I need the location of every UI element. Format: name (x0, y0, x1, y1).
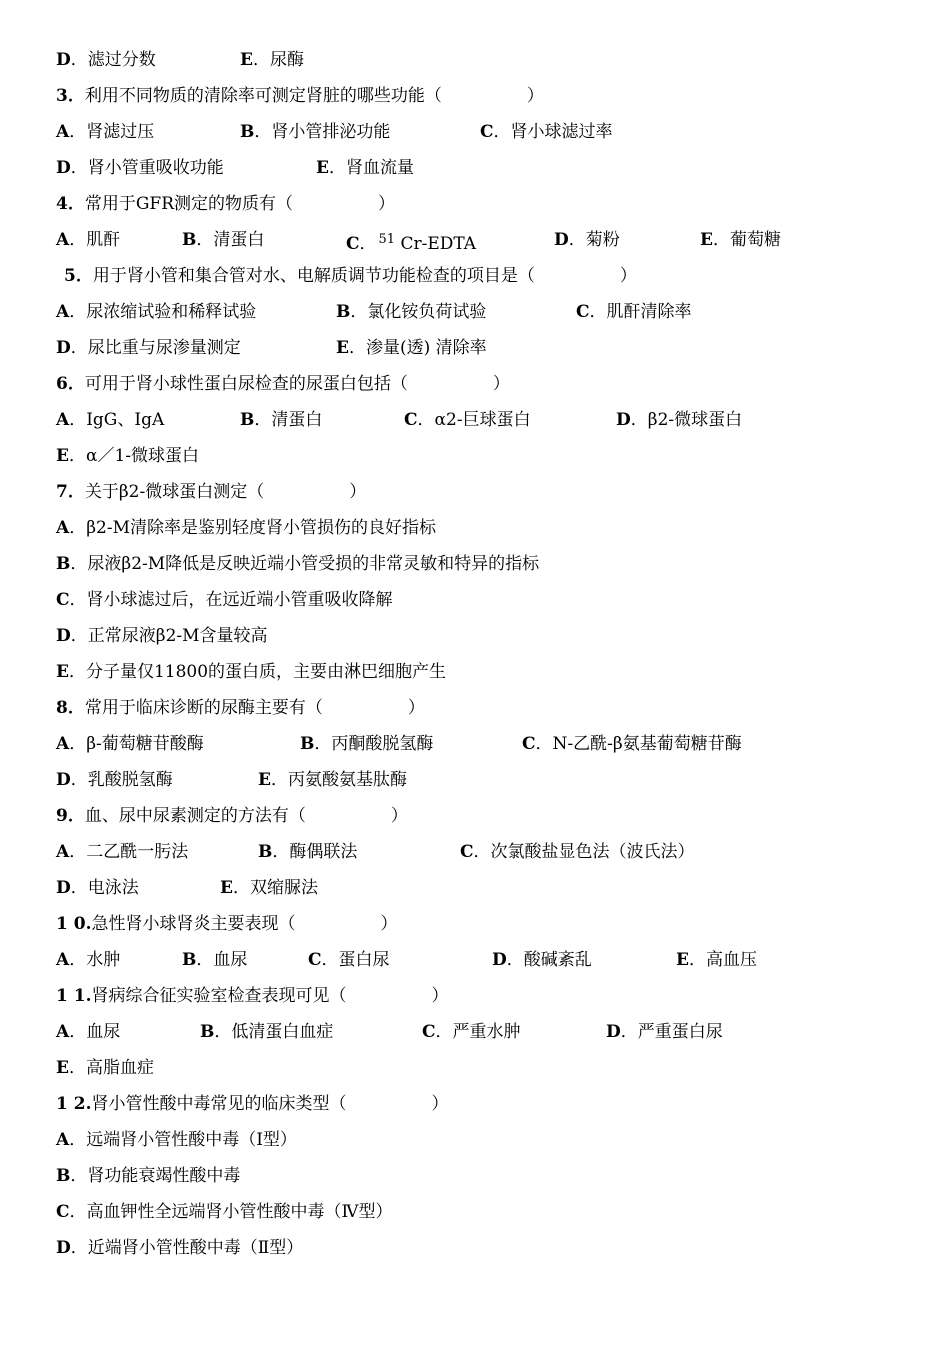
option-text: ．水肿 (69, 950, 121, 970)
options-line (56, 406, 916, 442)
options-line (56, 1234, 916, 1270)
question-text (56, 262, 637, 290)
exam-page (56, 46, 916, 1270)
option-text: ．肾小管排泌功能 (254, 122, 391, 142)
option-letter: E (56, 446, 69, 466)
options-line (56, 874, 916, 910)
question-text (56, 82, 544, 110)
option-text: ．尿比重与尿渗量测定 (70, 338, 241, 358)
option-letter: D (56, 158, 71, 178)
question-text (56, 478, 366, 506)
question-number: 5． (64, 266, 93, 286)
option-text: ．尿浓缩试验和稀释试验 (69, 302, 257, 322)
option-d (56, 1234, 303, 1262)
question-stem: 急性肾小球肾炎主要表现（ ） (91, 914, 398, 934)
question-number: 3． (56, 86, 85, 106)
option-letter: A (56, 842, 70, 862)
option-text: ．肾小管重吸收功能 (70, 158, 224, 178)
option-letter: B (240, 122, 255, 142)
question-stem: 血、尿中尿素测定的方法有（ ） (84, 806, 408, 826)
option-letter: E (676, 950, 689, 970)
option-text: ．高脂血症 (68, 1058, 154, 1078)
option-text: ．尿酶 (252, 50, 304, 70)
options-line (56, 46, 916, 82)
question-number: 4． (56, 194, 85, 214)
option-text: ．远端肾小管性酸中毒（Ⅰ型） (69, 1130, 297, 1150)
options-line (56, 766, 916, 802)
question-line (56, 370, 916, 406)
option-a (56, 1126, 297, 1154)
option-text: ．乳酸脱氢酶 (70, 770, 173, 790)
options-line (56, 550, 916, 586)
option-text: ．严重水肿 (435, 1022, 521, 1042)
option-text: ．β-葡萄糖苷酸酶 (69, 734, 204, 754)
option-text: ．血尿 (196, 950, 248, 970)
option-c (404, 406, 531, 434)
option-text: ．肾小球滤过率 (493, 122, 613, 142)
option-a (56, 406, 164, 434)
question-line (56, 478, 916, 514)
options-line (56, 622, 916, 658)
option-d (492, 946, 592, 974)
options-line (56, 154, 916, 190)
option-text: ．尿液β2-M降低是反映近端小管受损的非常灵敏和特异的指标 (70, 554, 540, 574)
option-letter: C (346, 234, 360, 254)
option-letter: D (56, 1238, 71, 1258)
question-stem: 肾病综合征实验室检查表现可见（ ） (91, 986, 449, 1006)
option-letter: D (492, 950, 507, 970)
option-letter: A (56, 950, 70, 970)
options-line (56, 1126, 916, 1162)
option-letter: C (404, 410, 418, 430)
option-d (56, 46, 156, 74)
option-text: ．肾小球滤过后，在远近端小管重吸收降解 (69, 590, 393, 610)
option-b (240, 118, 390, 146)
option-letter: A (56, 230, 70, 250)
options-line (56, 1198, 916, 1234)
option-text: ．高血压 (688, 950, 757, 970)
option-a (56, 946, 120, 974)
option-d (554, 226, 620, 254)
option-text: ．清蛋白 (196, 230, 265, 250)
option-text: ．渗量(透) 清除率 (348, 338, 487, 358)
option-d (56, 334, 241, 362)
question-stem: 常用于临床诊断的尿酶主要有（ ） (84, 698, 425, 718)
question-number: 7． (56, 482, 85, 502)
option-text: ．次氯酸盐显色法（波氏法） (473, 842, 695, 862)
options-line (56, 118, 916, 154)
option-text: ．血尿 (69, 1022, 121, 1042)
question-text (56, 802, 408, 830)
option-text: ．分子量仅11800的蛋白质，主要由淋巴细胞产生 (68, 662, 447, 682)
question-text (56, 1090, 449, 1118)
option-text: ．二乙酰一肟法 (69, 842, 189, 862)
option-b (258, 838, 357, 866)
option-text: ．IgG、IgA (69, 410, 165, 430)
question-line (56, 910, 916, 946)
option-e (316, 154, 414, 182)
option-d (56, 766, 173, 794)
option-text: ．双缩脲法 (232, 878, 318, 898)
option-text: ．β2-M清除率是鉴别轻度肾小管损伤的良好指标 (69, 518, 436, 538)
option-letter: C (480, 122, 494, 142)
option-c (56, 586, 393, 614)
option-text: ．肾血流量 (328, 158, 414, 178)
option-b (240, 406, 322, 434)
option-text: ．葡萄糖 (712, 230, 781, 250)
option-letter: B (56, 554, 71, 574)
option-letter: C (576, 302, 590, 322)
question-stem: 常用于GFR测定的物质有（ ） (84, 194, 396, 214)
option-c (480, 118, 613, 146)
option-letter: A (56, 518, 70, 538)
option-text: ．肾滤过压 (69, 122, 155, 142)
option-letter: B (240, 410, 255, 430)
option-a (56, 514, 436, 542)
option-text: ．酸碱紊乱 (506, 950, 592, 970)
option-c (308, 946, 390, 974)
options-line (56, 838, 916, 874)
question-line (56, 982, 916, 1018)
option-e (240, 46, 304, 74)
option-text: ．酶偶联法 (272, 842, 358, 862)
option-letter: E (56, 1058, 69, 1078)
option-text: ．N-乙酰-β氨基葡萄糖苷酶 (535, 734, 742, 754)
option-letter: C (422, 1022, 436, 1042)
option-a (56, 1018, 120, 1046)
option-e (56, 442, 199, 470)
options-line (56, 442, 916, 478)
option-letter: A (56, 734, 70, 754)
question-line (56, 82, 916, 118)
option-text: ．滤过分数 (70, 50, 156, 70)
option-c (576, 298, 692, 326)
option-a (56, 226, 120, 254)
option-e (700, 226, 781, 254)
option-text: ．高血钾性全远端肾小管性酸中毒（Ⅳ型） (69, 1202, 393, 1222)
option-letter: A (56, 1130, 70, 1150)
options-line (56, 1054, 916, 1090)
option-d (56, 154, 224, 182)
question-stem: 利用不同物质的清除率可测定肾脏的哪些功能（ ） (84, 86, 544, 106)
option-text: ．严重蛋白尿 (620, 1022, 723, 1042)
option-text-suffix: Cr-EDTA (395, 234, 477, 254)
question-number: 1 1. (56, 986, 92, 1006)
option-letter: D (56, 626, 71, 646)
question-number: 9． (56, 806, 85, 826)
question-line (56, 190, 916, 226)
option-letter: A (56, 302, 70, 322)
option-letter: D (56, 338, 71, 358)
question-stem: 关于β2-微球蛋白测定（ ） (84, 482, 367, 502)
option-letter: D (56, 50, 71, 70)
options-line (56, 1018, 916, 1054)
option-text: ． (359, 234, 377, 254)
option-letter: B (200, 1022, 215, 1042)
option-text: ．近端肾小管性酸中毒（Ⅱ型） (70, 1238, 304, 1258)
option-letter: D (56, 878, 71, 898)
options-line (56, 334, 916, 370)
option-b (336, 298, 486, 326)
option-text: ．丙氨酸氨基肽酶 (270, 770, 407, 790)
question-number: 8． (56, 698, 85, 718)
option-letter: E (220, 878, 233, 898)
option-letter: D (616, 410, 631, 430)
option-text: ．肌酐清除率 (589, 302, 692, 322)
option-e (258, 766, 407, 794)
option-letter: B (336, 302, 351, 322)
option-a (56, 118, 154, 146)
question-text (56, 190, 395, 218)
option-a (56, 298, 256, 326)
options-line (56, 1162, 916, 1198)
option-e (56, 1054, 154, 1082)
options-line (56, 586, 916, 622)
question-text (56, 910, 398, 938)
option-letter: E (258, 770, 271, 790)
option-e (220, 874, 318, 902)
question-stem: 可用于肾小球性蛋白尿检查的尿蛋白包括（ ） (84, 374, 510, 394)
option-letter: A (56, 122, 70, 142)
option-a (56, 730, 204, 758)
question-text (56, 370, 510, 398)
option-e (336, 334, 487, 362)
option-letter: C (460, 842, 474, 862)
option-letter: E (336, 338, 349, 358)
option-letter: D (56, 770, 71, 790)
option-text: ．菊粉 (568, 230, 620, 250)
question-number: 1 2. (56, 1094, 92, 1114)
option-letter: A (56, 1022, 70, 1042)
option-text: ．正常尿液β2-M含量较高 (70, 626, 268, 646)
option-b (182, 226, 264, 254)
option-letter: A (56, 410, 70, 430)
question-line (56, 802, 916, 838)
question-text (56, 694, 425, 722)
option-letter: C (56, 1202, 70, 1222)
option-text: ．α2-巨球蛋白 (417, 410, 531, 430)
options-line (56, 658, 916, 694)
isotope-superscript: 51 (378, 232, 396, 247)
option-text: ．α／1-微球蛋白 (68, 446, 200, 466)
option-d (606, 1018, 723, 1046)
option-text: ．清蛋白 (254, 410, 323, 430)
options-line (56, 946, 916, 982)
option-letter: C (308, 950, 322, 970)
option-a (56, 838, 188, 866)
option-letter: E (700, 230, 713, 250)
option-b (200, 1018, 333, 1046)
options-line (56, 514, 916, 550)
option-letter: B (56, 1166, 71, 1186)
option-letter: C (56, 590, 70, 610)
option-b (56, 1162, 240, 1190)
option-letter: D (606, 1022, 621, 1042)
option-letter: B (300, 734, 315, 754)
option-letter: B (258, 842, 273, 862)
option-letter: B (182, 950, 197, 970)
question-text (56, 982, 449, 1010)
option-b (300, 730, 433, 758)
option-text: ．电泳法 (70, 878, 139, 898)
option-b (182, 946, 247, 974)
option-c (346, 226, 476, 258)
option-letter: B (182, 230, 197, 250)
option-text: ．β2-微球蛋白 (630, 410, 743, 430)
option-text: ．肌酐 (69, 230, 121, 250)
option-d (56, 874, 139, 902)
option-letter: E (316, 158, 329, 178)
options-line (56, 298, 916, 334)
option-d (56, 622, 268, 650)
option-d (616, 406, 742, 434)
option-letter: C (522, 734, 536, 754)
option-c (56, 1198, 393, 1226)
option-b (56, 550, 539, 578)
question-line (56, 1090, 916, 1126)
option-text: ．氯化铵负荷试验 (350, 302, 487, 322)
option-c (460, 838, 695, 866)
option-text: ．丙酮酸脱氢酶 (314, 734, 434, 754)
option-letter: E (56, 662, 69, 682)
option-text: ．蛋白尿 (321, 950, 390, 970)
option-letter: D (554, 230, 569, 250)
option-text: ．低清蛋白血症 (214, 1022, 334, 1042)
option-letter: E (240, 50, 253, 70)
option-e (676, 946, 757, 974)
option-text: ．肾功能衰竭性酸中毒 (70, 1166, 241, 1186)
question-line (56, 262, 916, 298)
question-number: 6． (56, 374, 85, 394)
option-c (422, 1018, 521, 1046)
option-c (522, 730, 742, 758)
options-line (56, 226, 916, 262)
question-line (56, 694, 916, 730)
question-stem: 肾小管性酸中毒常见的临床类型（ ） (91, 1094, 449, 1114)
options-line (56, 730, 916, 766)
question-stem: 用于肾小管和集合管对水、电解质调节功能检查的项目是（ ） (92, 266, 637, 286)
question-number: 1 0. (56, 914, 92, 934)
option-e (56, 658, 446, 686)
